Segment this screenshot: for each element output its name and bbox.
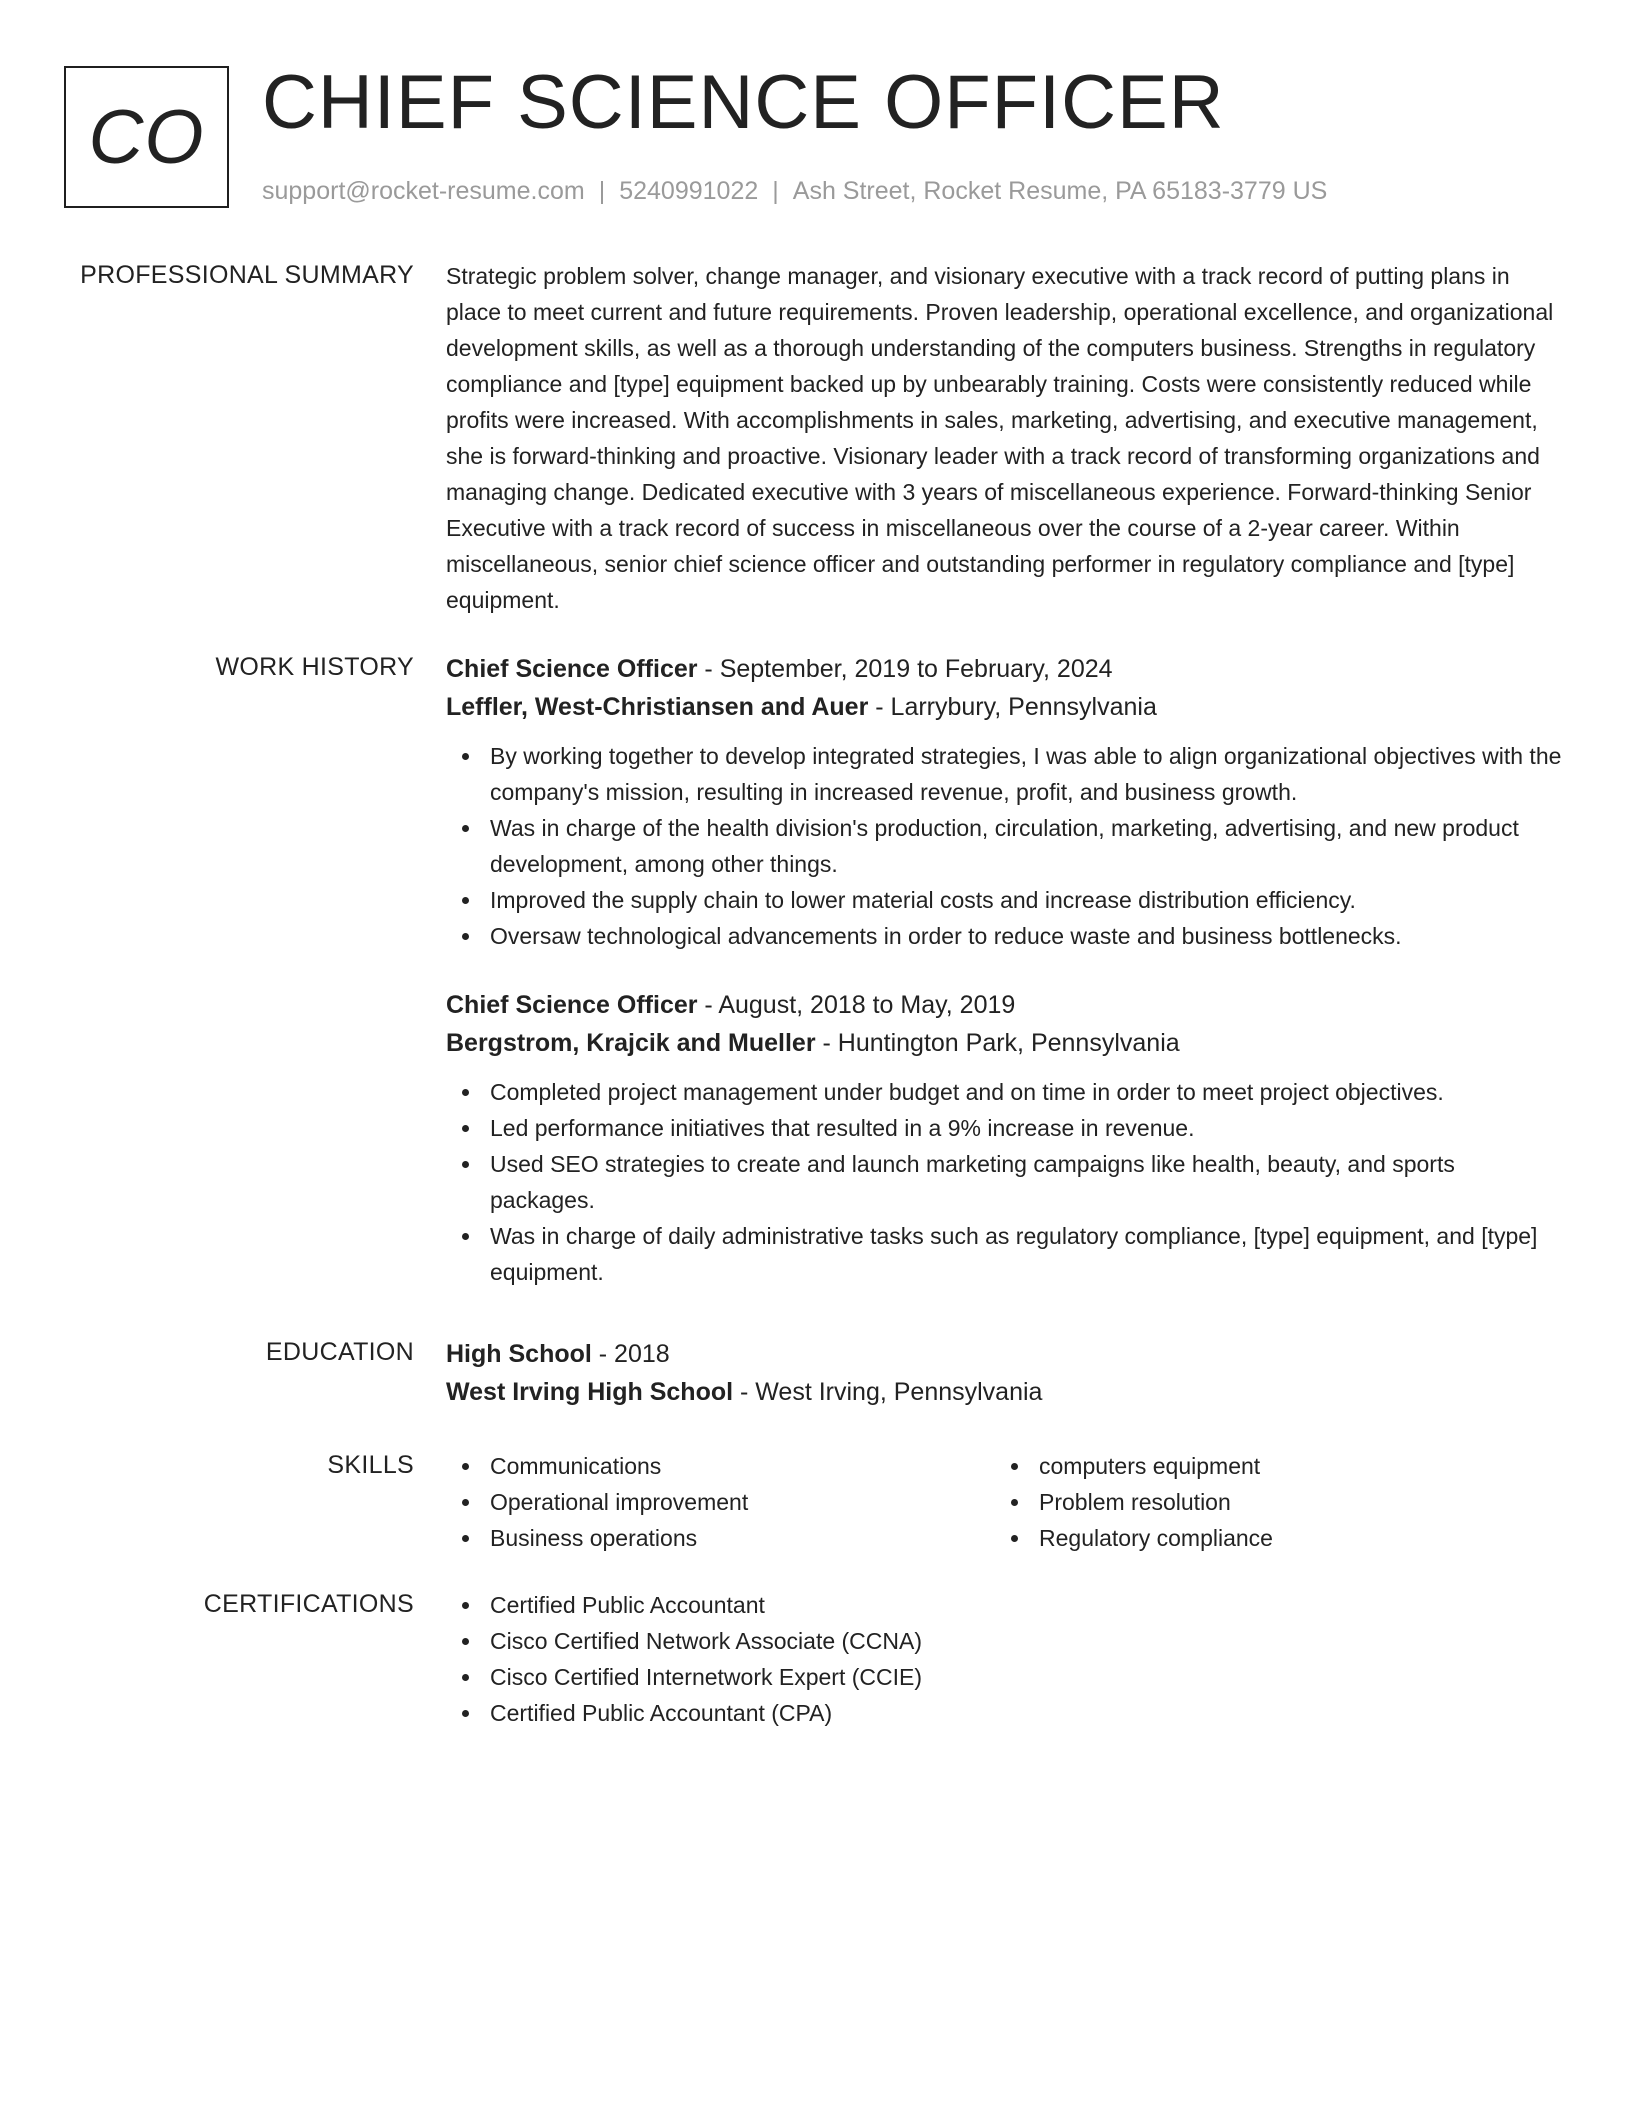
certification-item: Certified Public Accountant	[446, 1587, 1566, 1623]
skill-item: Regulatory compliance	[995, 1520, 1544, 1556]
section-label-education: EDUCATION	[265, 1338, 414, 1366]
job-bullet: Oversaw technological advancements in order to reduce waste and business bottlenecks.	[446, 918, 1566, 954]
education-degree: High School	[446, 1340, 592, 1368]
job-company-line	[446, 1024, 1566, 1062]
resume-title: CHIEF SCIENCE OFFICER	[262, 60, 1225, 145]
job-bullet: Completed project management under budget and on time in order to meet project objectives.	[446, 1074, 1566, 1110]
skill-item: Problem resolution	[995, 1484, 1544, 1520]
job-title: Chief Science Officer	[446, 991, 698, 1019]
section-label-certifications: CERTIFICATIONS	[203, 1590, 414, 1618]
certifications-list	[446, 1587, 1566, 1731]
summary-text: Strategic problem solver, change manager, and visionary executive with a track record of putting plans in place to meet current and future requirements. Proven leadership, operational excellence, and organizational development skills, as well as a thorough understanding of the computers business. Strengths in regulatory compliance and [type] equipment backed up by unbearably training. Costs were consistently reduced while profits were increased. With accomplishments in sales, marketing, advertising, and executive management, she is forward-thinking and proactive. Visionary leader with a track record of transforming organizations and managing change. Dedicated executive with 3 years of miscellaneous experience. Forward-thinking Senior Executive with a track record of success in miscellaneous over the course of a 2-year career. Within miscellaneous, senior chief science officer and outstanding performer in regulatory compliance and [type] equipment.	[446, 263, 1554, 613]
section-label-work: WORK HISTORY	[215, 653, 414, 681]
section-label-summary: PROFESSIONAL SUMMARY	[80, 261, 414, 289]
job-title-line	[446, 650, 1566, 688]
certification-item: Certified Public Accountant (CPA)	[446, 1695, 1566, 1731]
section-label-skills: SKILLS	[327, 1451, 414, 1479]
job-bullet: Was in charge of daily administrative tasks such as regulatory compliance, [type] equipment, and [type] equipment.	[446, 1218, 1566, 1290]
education-location: - West Irving, Pennsylvania	[733, 1378, 1043, 1406]
certification-item: Cisco Certified Network Associate (CCNA)	[446, 1623, 1566, 1659]
skill-item: Communications	[446, 1448, 995, 1484]
skills-list-left	[446, 1448, 995, 1556]
job-company: Leffler, West-Christiansen and Auer	[446, 693, 869, 721]
contact-phone[interactable]: 5240991022	[619, 177, 759, 205]
education-school-line	[446, 1373, 1566, 1411]
contact-email[interactable]: support@rocket-resume.com	[262, 177, 585, 205]
skill-item: Operational improvement	[446, 1484, 995, 1520]
education-school: West Irving High School	[446, 1378, 734, 1406]
monogram-box	[64, 66, 229, 208]
job-entry	[446, 650, 1566, 954]
job-title-line	[446, 986, 1566, 1024]
education-degree-line	[446, 1335, 1566, 1373]
job-company-line	[446, 688, 1566, 726]
job-title: Chief Science Officer	[446, 655, 698, 683]
job-bullets	[446, 738, 1566, 954]
skill-item: Business operations	[446, 1520, 995, 1556]
contact-separator: |	[772, 177, 779, 205]
contact-separator: |	[598, 177, 606, 205]
job-bullet: Improved the supply chain to lower material costs and increase distribution efficiency.	[446, 882, 1566, 918]
monogram-initials: CO	[88, 94, 205, 180]
job-bullet: Led performance initiatives that resulted in a 9% increase in revenue.	[446, 1110, 1566, 1146]
education-year: - 2018	[591, 1340, 670, 1368]
certification-item: Cisco Certified Internetwork Expert (CCIE)	[446, 1659, 1566, 1695]
contact-line	[262, 174, 1327, 208]
contact-address: Ash Street, Rocket Resume, PA 65183-3779 US	[792, 177, 1328, 205]
job-company: Bergstrom, Krajcik and Mueller	[446, 1029, 816, 1057]
job-dates: - September, 2019 to February, 2024	[697, 655, 1113, 683]
job-bullets	[446, 1074, 1566, 1290]
job-dates: - August, 2018 to May, 2019	[697, 991, 1016, 1019]
job-location: - Huntington Park, Pennsylvania	[815, 1029, 1180, 1057]
job-location: - Larrybury, Pennsylvania	[868, 693, 1157, 721]
job-bullet: Was in charge of the health division's production, circulation, marketing, advertising, and new product development, among other things.	[446, 810, 1566, 882]
job-bullet: Used SEO strategies to create and launch marketing campaigns like health, beauty, and sports packages.	[446, 1146, 1566, 1218]
skill-item: computers equipment	[995, 1448, 1544, 1484]
job-entry	[446, 986, 1566, 1290]
skills-list-right	[995, 1448, 1544, 1556]
job-bullet: By working together to develop integrated strategies, I was able to align organizational objectives with the company's mission, resulting in increased revenue, profit, and business growth.	[446, 738, 1566, 810]
